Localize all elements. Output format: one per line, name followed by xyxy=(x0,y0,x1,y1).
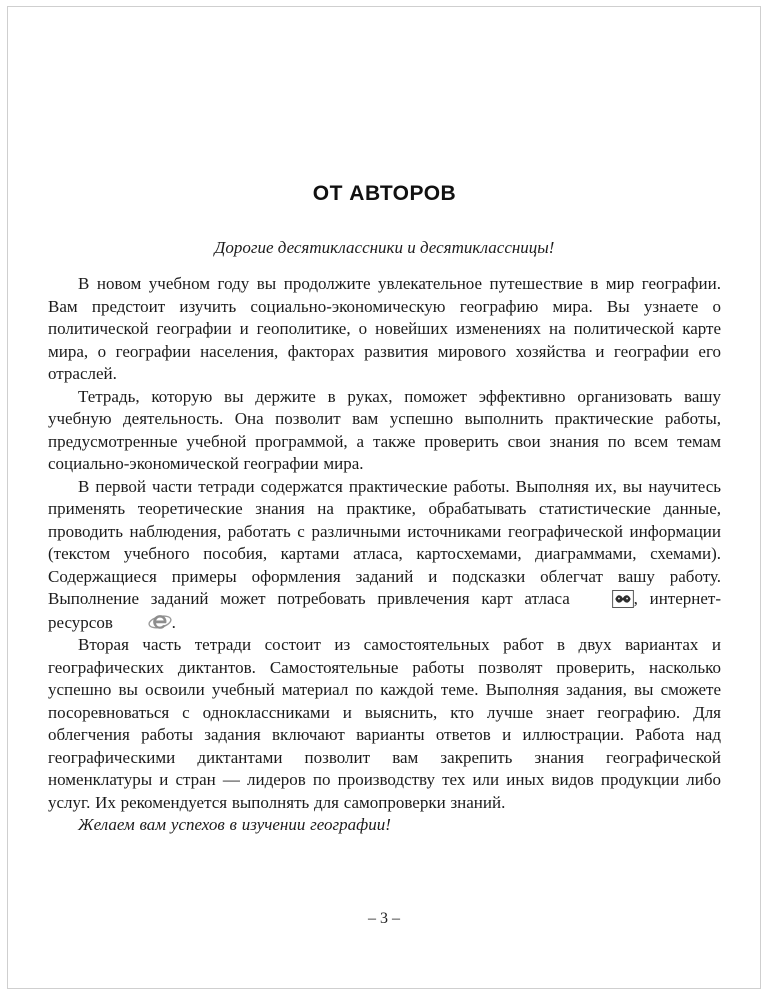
page-number: – 3 – xyxy=(368,910,400,927)
salutation-line: Дорогие десятиклассники и десятиклассницы! xyxy=(214,238,555,257)
paragraph-intro: В новом учебном году вы продолжите увлекательное путешествие в мир географии. Вам предстоит изучить социально-экономическую географию мира. Вы узнаете о политической географии и геополитике, о новейших изменениях на политической карте мира, о географии населения, факторах развития мирового хозяйства и географии его отраслей. xyxy=(48,274,721,383)
paragraph-second-part: Вторая часть тетради состоит из самостоятельных работ в двух вариантах и географических диктантов. Самостоятельные работы позволят проверить, насколько успешно вы освоили учебный материал по каждой теме. Выполняя задания, вы сможете посоревноваться с одноклассниками и выяснить, кто лучше знает географию. Для облегчения работы задания включают варианты ответов и иллюстрации. Работа над географическими диктантами позволит вам закрепить знания географической номенклатуры и стран — лидеров по производству тех или иных видов продукции либо услуг. Их рекомендуется выполнять для самопроверки знаний. xyxy=(48,635,721,812)
paragraph-first-part-text-2: , интернет-ресурсов xyxy=(48,589,722,632)
paragraph-first-part xyxy=(48,476,721,635)
internet-browser-icon xyxy=(118,611,172,632)
closing-line: Желаем вам успехов в изучении географии! xyxy=(78,815,391,834)
paragraph-notebook: Тетрадь, которую вы держите в руках, поможет эффективно организовать вашу учебную деятельность. Она позволит вам успешно выполнить практические работы, предусмотренные учебной программой, а также проверить свои знания по всем темам социально-экономической географии мира. xyxy=(48,386,721,473)
paragraph-first-part-text-3: . xyxy=(171,612,176,632)
paragraph-first-part-text: В первой части тетради содержатся практические работы. Выполняя их, вы научитесь применять теоретические знания на практике, обрабатывать статистические данные, проводить наблюдения, работать с различными источниками географической информации (текстом учебного пособия, картами атласа, картосхемами, диаграммами, схемами). Содержащиеся примеры оформления заданий и подсказки облегчат вашу работу. Выполнение заданий может потребовать привлечения карт атласа xyxy=(48,476,721,608)
atlas-map-icon xyxy=(582,590,634,608)
page-content xyxy=(48,182,721,837)
page-title: ОТ АВТОРОВ xyxy=(312,182,457,205)
